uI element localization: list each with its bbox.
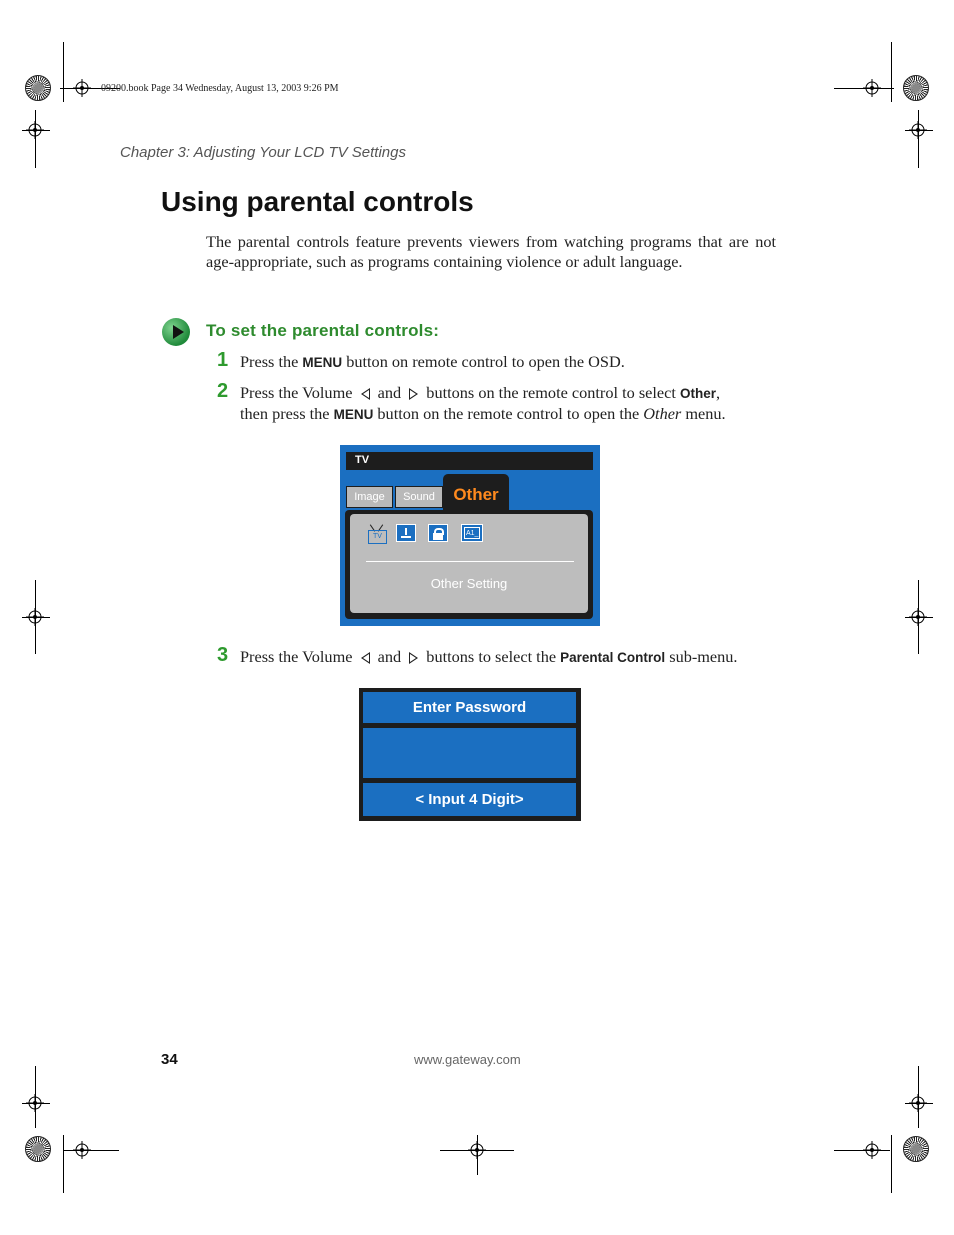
divider: [366, 561, 574, 562]
page-title: Using parental controls: [161, 186, 474, 217]
footer-url[interactable]: www.gateway.com: [414, 1052, 521, 1067]
registration-target-icon: [73, 1141, 91, 1159]
registration-target-icon: [468, 1141, 486, 1159]
volume-left-icon: [361, 388, 370, 400]
registration-target-icon: [863, 79, 881, 97]
step-number: 2: [217, 380, 229, 402]
caption-icon[interactable]: A1_: [461, 524, 483, 542]
osd-header-label: TV: [355, 454, 370, 466]
other-setting-label: Other Setting: [430, 576, 508, 591]
password-header: Enter Password: [363, 692, 576, 723]
password-input-area[interactable]: [363, 728, 576, 778]
registration-rosette-icon: [903, 75, 929, 101]
tab-other[interactable]: Other: [443, 474, 509, 514]
volume-right-icon: [409, 388, 418, 400]
procedure-arrow-icon: [162, 318, 190, 346]
registration-target-icon: [909, 1094, 927, 1112]
osd-header-bar: [346, 452, 593, 470]
intro-paragraph: The parental controls feature prevents viewers from watching programs that are not age-appropriate, such as programs containing violence or adult language.: [206, 232, 776, 271]
registration-target-icon: [26, 121, 44, 139]
step-number: 1: [217, 349, 229, 371]
lock-icon[interactable]: [428, 524, 448, 542]
tab-sound[interactable]: Sound: [395, 486, 443, 508]
step-3-text: Press the Volume and buttons to select the Parental Control sub-menu.: [240, 647, 738, 666]
registration-target-icon: [26, 1094, 44, 1112]
registration-rosette-icon: [903, 1136, 929, 1162]
procedure-title: To set the parental controls:: [206, 321, 440, 340]
osd-panel: [345, 510, 593, 619]
tab-image[interactable]: Image: [346, 486, 393, 508]
registration-target-icon: [909, 121, 927, 139]
print-slug: 09200.book Page 34 Wednesday, August 13, 2003 9:26 PM: [101, 83, 339, 94]
registration-target-icon: [909, 608, 927, 626]
registration-rosette-icon: [25, 1136, 51, 1162]
registration-rosette-icon: [25, 75, 51, 101]
volume-right-icon: [409, 652, 418, 664]
password-hint: < Input 4 Digit>: [363, 783, 576, 816]
running-head: Chapter 3: Adjusting Your LCD TV Settings: [120, 144, 406, 161]
osd-menu-screenshot: [340, 445, 600, 626]
registration-target-icon: [863, 1141, 881, 1159]
registration-target-icon: [73, 79, 91, 97]
tv-icon[interactable]: TV: [367, 524, 387, 542]
volume-left-icon: [361, 652, 370, 664]
page-number: 34: [161, 1051, 178, 1068]
osd-panel-inner: [350, 514, 588, 613]
registration-target-icon: [26, 608, 44, 626]
step-number: 3: [217, 644, 229, 666]
step-2-text: Press the Volume and buttons on the remote control to select Other, then press the MENU button on the remote control to open the Other menu.: [240, 383, 726, 423]
info-icon[interactable]: [396, 524, 416, 542]
step-1-text: Press the MENU button on remote control to open the OSD.: [240, 352, 625, 371]
password-screen: [359, 688, 581, 821]
